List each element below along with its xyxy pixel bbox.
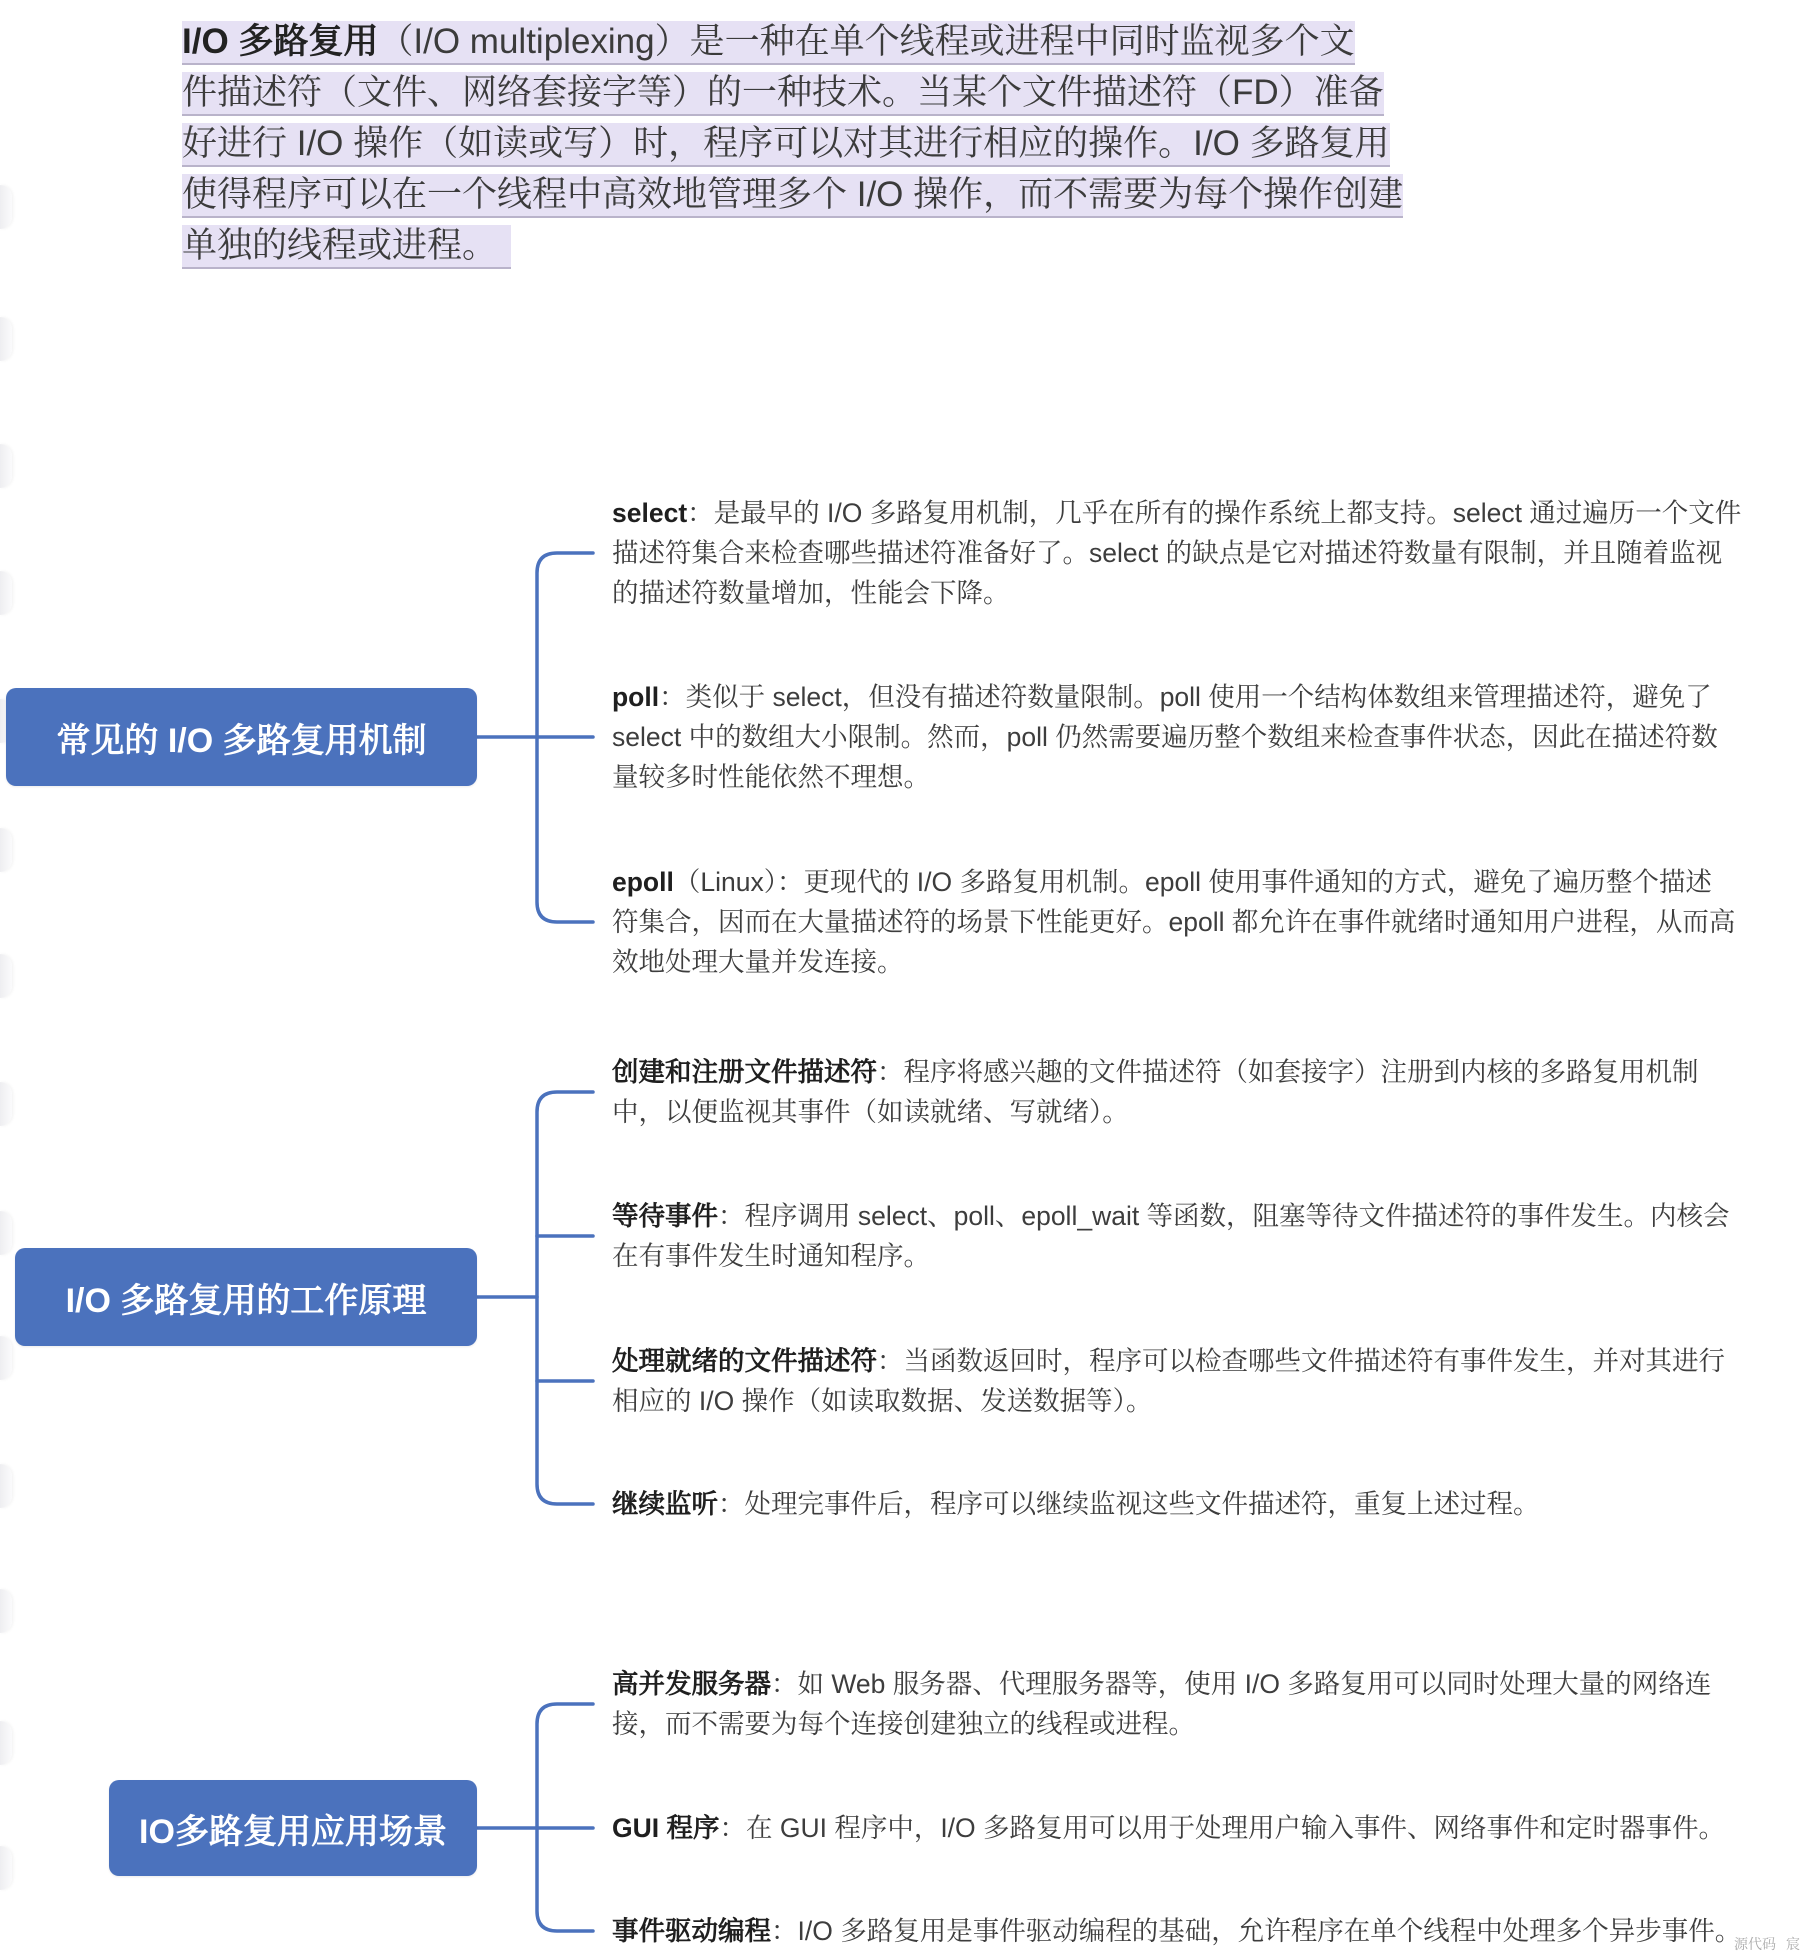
subtopic-line <box>612 677 1718 717</box>
subtopic-line <box>612 1664 1711 1704</box>
subtopic-text: 中，以便监视其事件（如读就绪、写就绪）。 <box>612 1097 1129 1127</box>
subtopic-event-driven[interactable] <box>612 1911 1741 1951</box>
subtopic-line <box>612 493 1741 533</box>
subtopic-line <box>612 1808 1725 1848</box>
subtopic-continue-listening[interactable] <box>612 1484 1540 1524</box>
watermark <box>1734 1936 1800 1952</box>
subtopic-handle-ready-fd[interactable] <box>612 1341 1725 1421</box>
subtopic-high-concurrency-server[interactable] <box>612 1664 1711 1744</box>
subtopic-poll[interactable] <box>612 677 1718 797</box>
connector-section-2-bracket <box>537 1092 593 1504</box>
subtopic-term: 等待事件 <box>612 1201 718 1231</box>
topic-title: 常见的 I/O 多路复用机制 <box>56 721 427 760</box>
subtopic-text: 效地处理大量并发连接。 <box>612 947 904 977</box>
intro-text: 单独的线程或进程。 <box>182 225 511 269</box>
connector-section-3-bracket <box>537 1704 593 1931</box>
subtopic-term: poll <box>612 682 660 712</box>
subtopic-line <box>612 1052 1699 1092</box>
subtopic-text: 接，而不需要为每个连接创建独立的线程或进程。 <box>612 1709 1195 1739</box>
subtopic-register-fd[interactable] <box>612 1052 1699 1132</box>
intro-text: 件描述符（文件、网络套接字等）的一种技术。当某个文件描述符（FD）准备 <box>182 72 1384 116</box>
subtopic-text: ：程序调用 select、poll、epoll_wait 等函数，阻塞等待文件描述符的事件发生。内核会 <box>718 1201 1730 1231</box>
subtopic-text: ：是最早的 I/O 多路复用机制，几乎在所有的操作系统上都支持。select 通过遍历一个文件 <box>687 498 1742 528</box>
subtopic-term: 事件驱动编程 <box>612 1916 771 1946</box>
topic-title: IO多路复用应用场景 <box>139 1812 447 1851</box>
subtopic-line <box>612 862 1735 902</box>
subtopic-wait-events[interactable] <box>612 1196 1730 1276</box>
subtopic-term: 高并发服务器 <box>612 1669 771 1699</box>
watermark-text: 宸 <box>1786 1936 1800 1952</box>
subtopic-term: 处理就绪的文件描述符 <box>612 1346 877 1376</box>
intro-text: 使得程序可以在一个线程中高效地管理多个 I/O 操作，而不需要为每个操作创建 <box>182 174 1403 218</box>
intro-text: 好进行 I/O 操作（如读或写）时，程序可以对其进行相应的操作。I/O 多路复用 <box>182 123 1390 167</box>
subtopic-text: 量较多时性能依然不理想。 <box>612 762 930 792</box>
subtopic-text: ：处理完事件后，程序可以继续监视这些文件描述符，重复上述过程。 <box>718 1489 1540 1519</box>
subtopic-text: 描述符集合来检查哪些描述符准备好了。select 的缺点是它对描述符数量有限制，并且随着监视 <box>612 538 1723 568</box>
subtopic-term: GUI 程序 <box>612 1813 720 1843</box>
topic-title: I/O 多路复用的工作原理 <box>65 1281 427 1320</box>
subtopic-text: select 中的数组大小限制。然而，poll 仍然需要遍历整个数组来检查事件状态，因此在描述符数 <box>612 722 1718 752</box>
subtopic-text: ：程序将感兴趣的文件描述符（如套接字）注册到内核的多路复用机制 <box>877 1057 1699 1087</box>
subtopic-term: select <box>612 498 688 528</box>
subtopic-line <box>612 1196 1730 1236</box>
watermark-text: 源代码 <box>1734 1936 1776 1952</box>
subtopic-text: （Linux）：更现代的 I/O 多路复用机制。epoll 使用事件通知的方式，避免了遍历整个描述 <box>673 867 1712 897</box>
intro-term: I/O 多路复用 <box>182 22 379 61</box>
subtopic-text: ：I/O 多路复用是事件驱动编程的基础，允许程序在单个线程中处理多个异步事件。 <box>771 1916 1742 1946</box>
subtopic-text: 在有事件发生时通知程序。 <box>612 1241 930 1271</box>
subtopic-text: 相应的 I/O 操作（如读取数据、发送数据等）。 <box>612 1386 1153 1416</box>
subtopic-line <box>612 1911 1741 1951</box>
subtopic-text: ：类似于 select，但没有描述符数量限制。poll 使用一个结构体数组来管理描述符，避免了 <box>659 682 1712 712</box>
subtopic-line <box>612 1484 1540 1524</box>
subtopic-term: 继续监听 <box>612 1489 718 1519</box>
subtopic-gui-program[interactable] <box>612 1808 1725 1848</box>
subtopic-text: 符集合，因而在大量描述符的场景下性能更好。epoll 都允许在事件就绪时通知用户进程，从而高 <box>612 907 1736 937</box>
subtopic-term: 创建和注册文件描述符 <box>612 1057 877 1087</box>
subtopic-term: epoll <box>612 867 674 897</box>
subtopic-text: ：当函数返回时，程序可以检查哪些文件描述符有事件发生，并对其进行 <box>877 1346 1725 1376</box>
topic-application-scenarios[interactable] <box>109 1780 477 1876</box>
topic-working-principle[interactable] <box>15 1248 477 1346</box>
topic-common-mechanisms[interactable] <box>6 688 477 786</box>
subtopic-epoll[interactable] <box>612 862 1735 982</box>
subtopic-select[interactable] <box>612 493 1741 613</box>
subtopic-text: 的描述符数量增加，性能会下降。 <box>612 578 1010 608</box>
subtopic-line <box>612 1341 1725 1381</box>
subtopic-text: ：在 GUI 程序中，I/O 多路复用可以用于处理用户输入事件、网络事件和定时器事件。 <box>719 1813 1726 1843</box>
subtopic-text: ：如 Web 服务器、代理服务器等，使用 I/O 多路复用可以同时处理大量的网络连 <box>771 1669 1712 1699</box>
intro-text: （I/O multiplexing）是一种在单个线程或进程中同时监视多个文 <box>378 22 1355 61</box>
